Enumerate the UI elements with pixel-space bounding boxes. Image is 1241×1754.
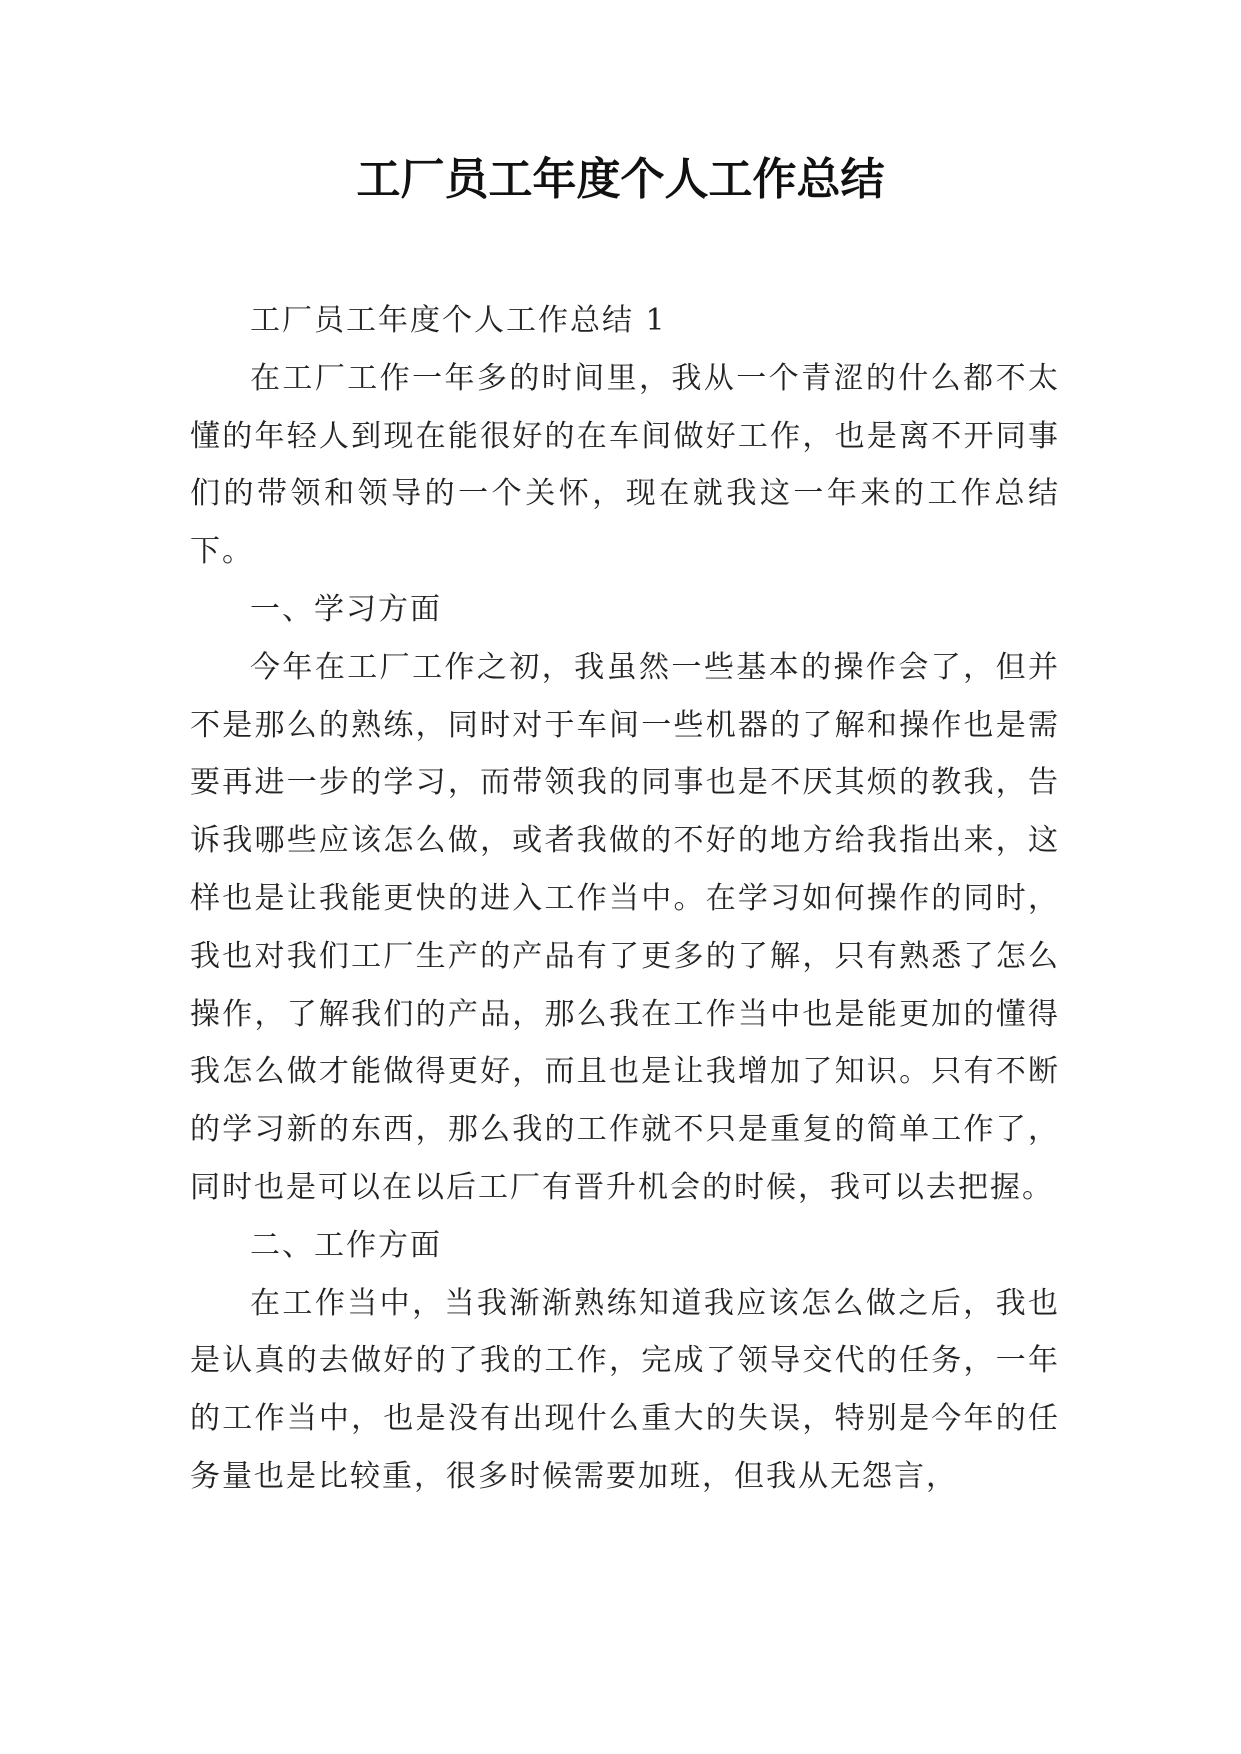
section-heading-study: 一、学习方面 <box>250 591 442 627</box>
document-title: 工厂员工年度个人工作总结 <box>356 154 885 205</box>
intro-paragraph: 在工厂工作一年多的时间里，我从一个青涩的什么都不太懂的年轻人到现在能很好的在车间做好工作，也是离不开同事们的带领和领导的一个关怀，现在就我这一年来的工作总结下。 <box>190 360 1060 570</box>
study-paragraph: 今年在工厂工作之初，我虽然一些基本的操作会了，但并不是那么的熟练，同时对于车间一些机器的了解和操作也是需要再进一步的学习，而带领我的同事也是不厌其烦的教我，告诉我哪些应该怎么做，或者我做的不好的地方给我指出来，这样也是让我能更快的进入工作当中。在学习如何操作的同时，我也对我们工厂生产的产品有了更多的了解，只有熟悉了怎么操作，了解我们的产品，那么我在工作当中也是能更加的懂得我怎么做才能做得更好，而且也是让我增加了知识。只有不断的学习新的东西，那么我的工作就不只是重复的简单工作了，同时也是可以在以后工厂有晋升机会的时候，我可以去把握。 <box>190 649 1060 1205</box>
section-heading-work: 二、工作方面 <box>250 1227 442 1263</box>
work-paragraph: 在工作当中，当我渐渐熟练知道我应该怎么做之后，我也是认真的去做好的了我的工作，完成了领导交代的任务，一年的工作当中，也是没有出现什么重大的失误，特别是今年的任务量也是比较重，很多时候需要加班，但我从无怨言， <box>190 1285 1060 1494</box>
subtitle-paragraph: 工厂员工年度个人工作总结 1 <box>250 303 667 338</box>
document-body <box>190 292 1060 1506</box>
